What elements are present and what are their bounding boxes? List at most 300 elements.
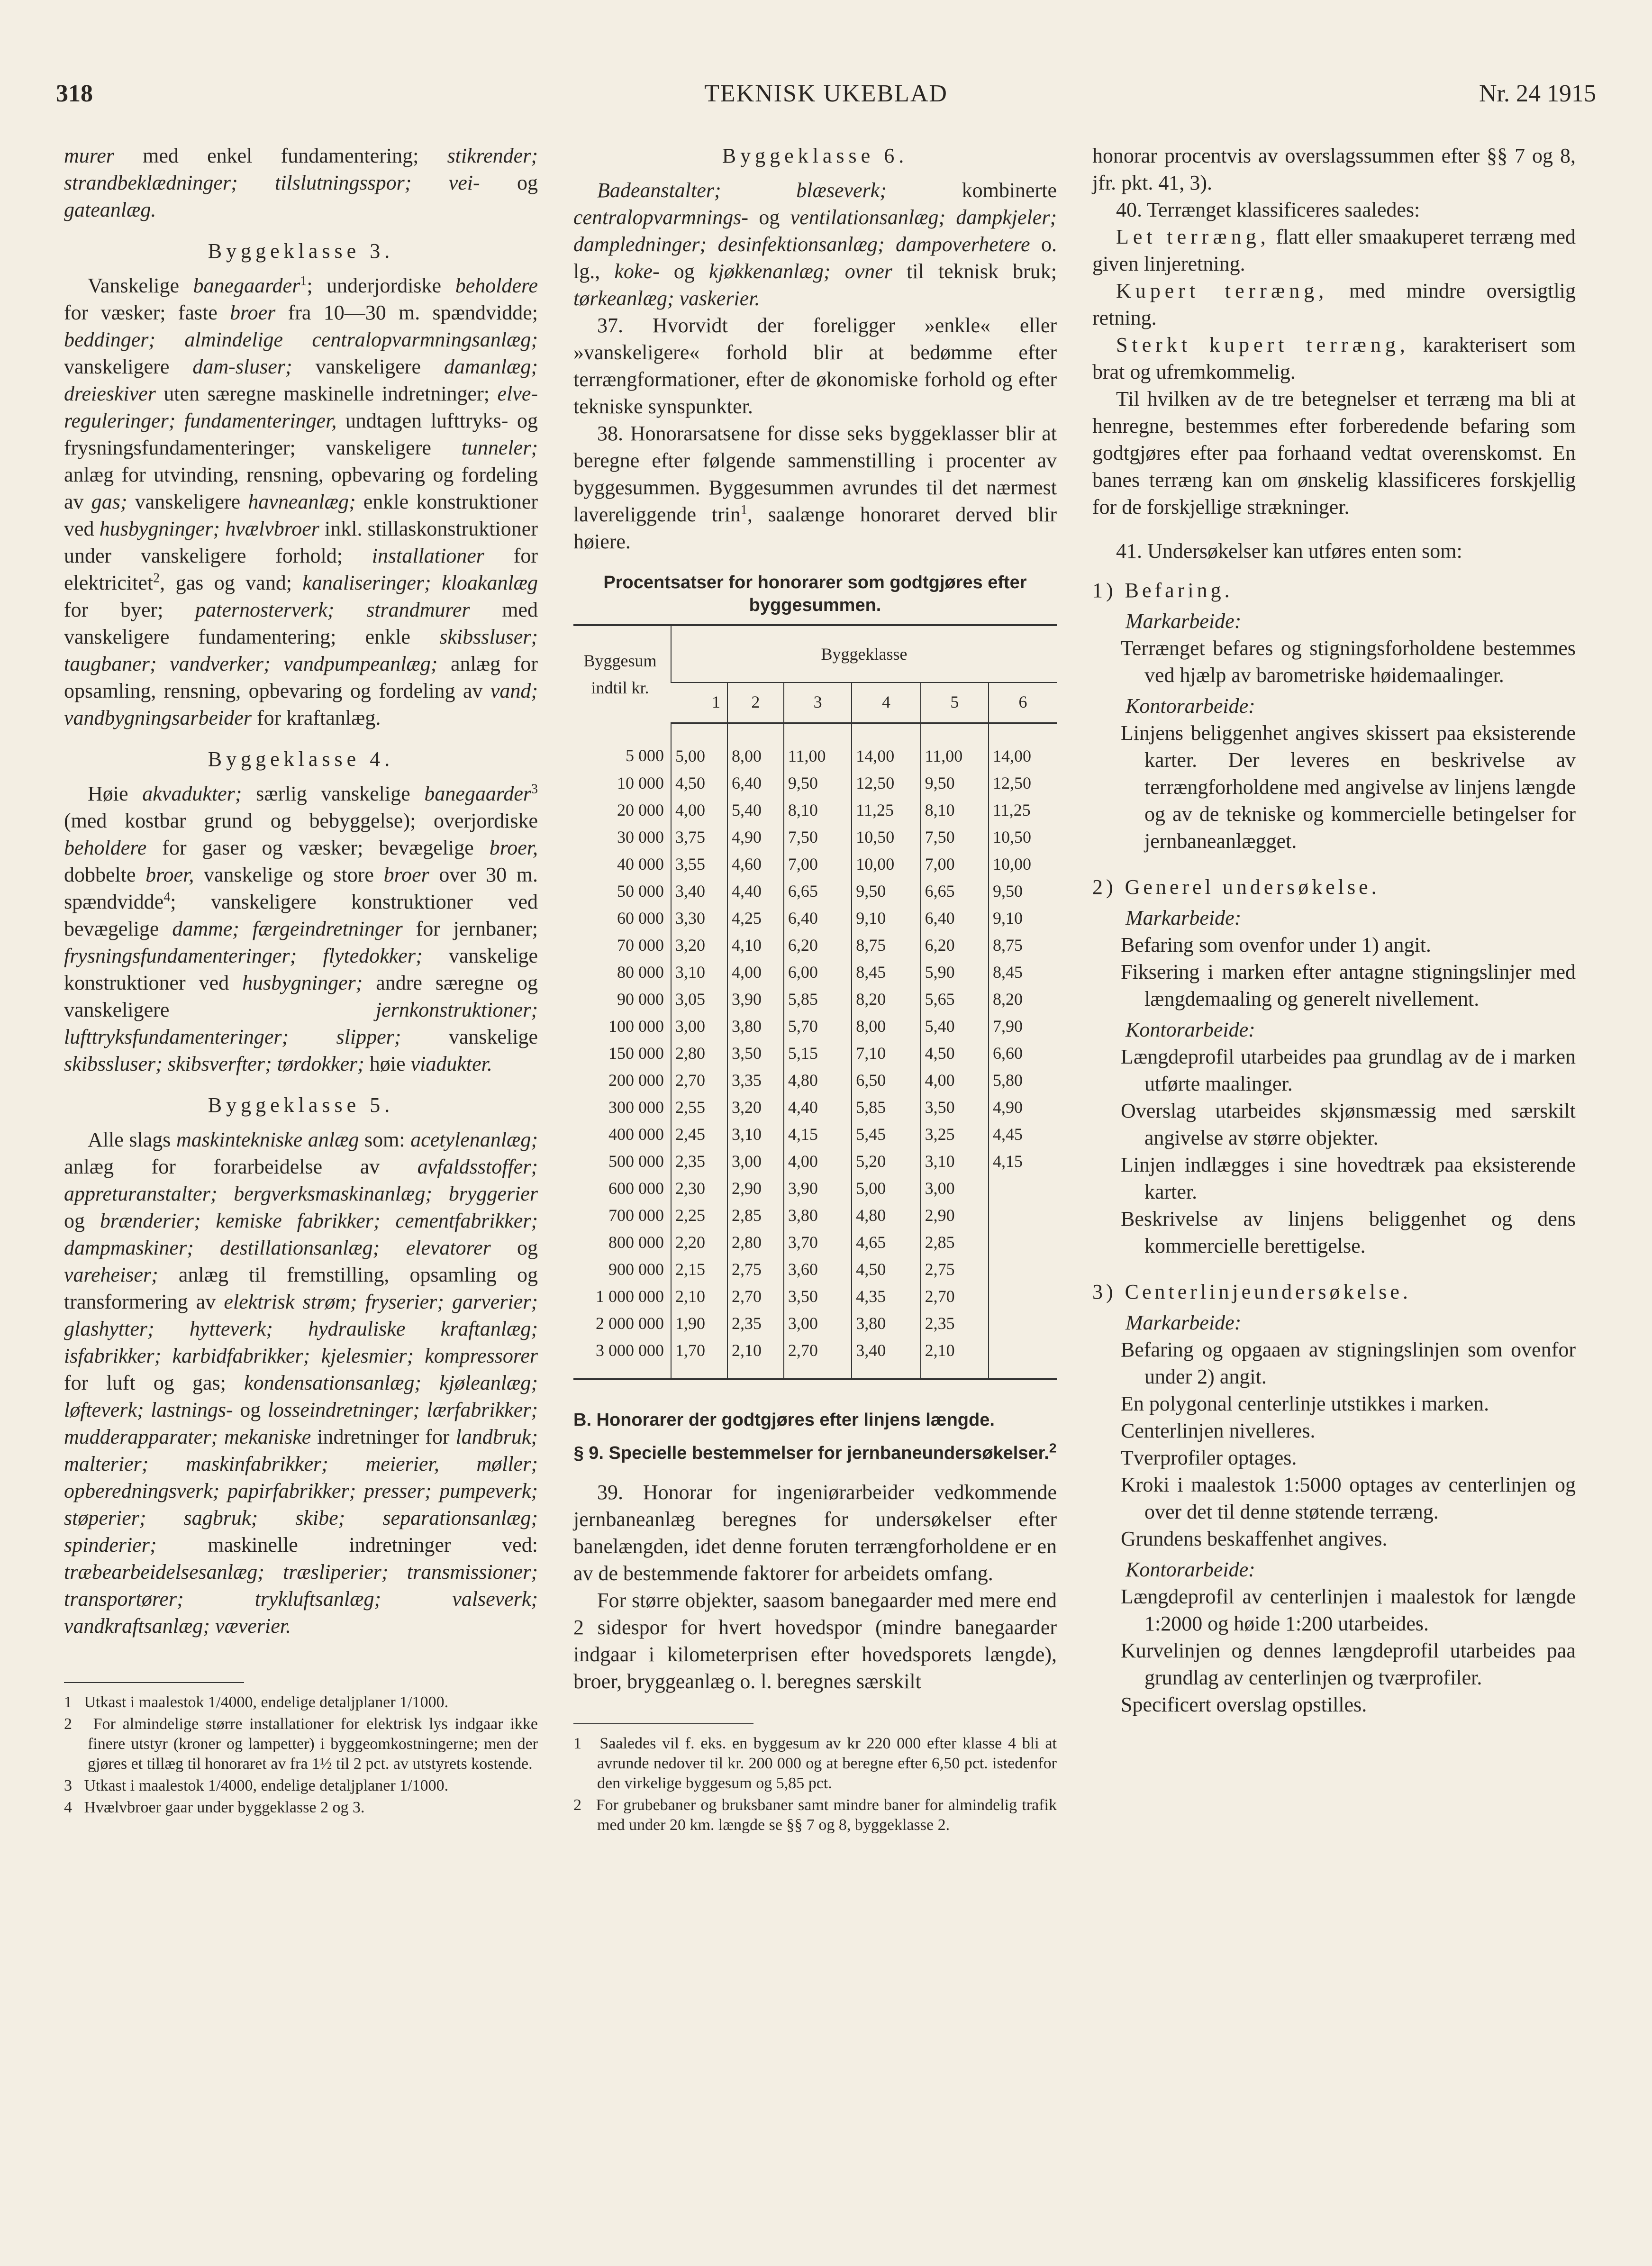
text-run: vanskelige bbox=[401, 1025, 538, 1048]
italic-term: avfaldsstoffer; appreturanstalter; bergverksmaskinanlæg; bryggerier bbox=[64, 1155, 538, 1205]
paragraph-39: 39. Honorar for ingeniørarbeider vedkommende jernbaneanlæg beregnes for undersøkelser efter banelængden, idet denne foruten terrængforholdene er en av de bestemmende faktorer for arbeidets omfang. bbox=[573, 1481, 1057, 1585]
rate-cell: 4,15 bbox=[784, 1121, 852, 1148]
italic-term: losseindretninger; lærfabrikker; mudderapparater; mekaniske bbox=[64, 1398, 538, 1448]
rate-cell: 6,50 bbox=[852, 1067, 920, 1094]
class-number-header: 3 bbox=[784, 683, 852, 723]
byggesum-cell: 60 000 bbox=[617, 909, 664, 928]
rate-cell: 4,90 bbox=[989, 1094, 1057, 1121]
italic-term: gateanlæg. bbox=[64, 198, 156, 221]
rate-cell: 8,75 bbox=[989, 932, 1057, 959]
rate-cell: 4,00 bbox=[671, 797, 727, 824]
list-item: Længdeprofil utarbeides paa grundlag av de i marken utførte maalinger. bbox=[1121, 1045, 1576, 1095]
rate-cell: 4,40 bbox=[784, 1094, 852, 1121]
italic-term: elektrisk strøm; fryserier; garverier; glashytter; hytteverk; hydrauliske kraftanlæg; isfabrikker; karbidfabrikker; kjelesmier; kompressorer bbox=[64, 1290, 538, 1367]
rate-cell: 2,80 bbox=[727, 1229, 784, 1256]
table-row bbox=[573, 770, 1057, 797]
rate-cell: 6,40 bbox=[727, 770, 784, 797]
italic-term: beholdere bbox=[455, 274, 538, 297]
class-number-header: 4 bbox=[852, 683, 920, 723]
rate-cell: 6,20 bbox=[784, 932, 852, 959]
text-run: anlæg til fremstilling, opsamling og transformering av bbox=[64, 1263, 538, 1313]
text-run: med vanskeligere fundamentering; enkle bbox=[64, 598, 538, 648]
rate-cell: 4,00 bbox=[727, 959, 784, 986]
byggeklasse-6-text bbox=[573, 177, 1057, 312]
paragraph-38-text: 38. Honorarsatsene for disse seks byggeklasser blir at beregne efter følgende sammenstilling i procenter av byggesummen. Byggesummen avrundes til det nærmest lavereliggende trin bbox=[573, 422, 1057, 526]
section-1-markarbeide bbox=[1092, 635, 1576, 689]
text-run: (med kostbar grund og bebyggelse); overjordiske bbox=[64, 809, 538, 832]
rate-cell bbox=[989, 1256, 1057, 1283]
italic-term: Badeanstalter; blæseverk; bbox=[597, 179, 887, 202]
section-1-title: 1) Befaring. bbox=[1092, 579, 1233, 602]
italic-term: installationer bbox=[372, 544, 484, 567]
rate-cell: 7,00 bbox=[784, 851, 852, 878]
rate-cell: 2,70 bbox=[784, 1337, 852, 1379]
rate-cell: 9,10 bbox=[852, 905, 920, 932]
rate-cell: 10,50 bbox=[852, 824, 920, 851]
rate-cell: 3,40 bbox=[852, 1337, 920, 1379]
text-run: ; underjordiske bbox=[307, 274, 455, 297]
rate-cell: 5,80 bbox=[989, 1067, 1057, 1094]
italic-term: damanlæg; dreieskiver bbox=[64, 355, 538, 405]
rate-cell: 7,50 bbox=[921, 824, 989, 851]
section-3-title: 3) Centerlinjeundersøkelse. bbox=[1092, 1280, 1411, 1303]
terrain-term: Sterkt kupert terræng, bbox=[1116, 333, 1409, 356]
list-item: Grundens beskaffenhet angives. bbox=[1121, 1527, 1388, 1550]
class-number-header: 5 bbox=[921, 683, 989, 723]
list-item: Befaring og opgaaen av stigningslinjen som ovenfor under 2) angit. bbox=[1121, 1338, 1576, 1388]
rate-cell: 3,00 bbox=[784, 1310, 852, 1337]
rate-cell: 7,50 bbox=[784, 824, 852, 851]
rate-cell: 2,25 bbox=[671, 1202, 727, 1229]
rate-cell: 7,00 bbox=[921, 851, 989, 878]
text-run: maskinelle indretninger ved: bbox=[156, 1533, 538, 1556]
rate-cell: 5,20 bbox=[852, 1148, 920, 1175]
rate-cell: 8,45 bbox=[852, 959, 920, 986]
paragraph-37: 37. Hvorvidt der foreligger »enkle« eller »vanskeligere« forhold blir at bedømme efter terrængformationer, efter de økonomiske forhold og efter tekniske synspunkter. bbox=[573, 314, 1057, 418]
text-run: andre særegne og vanskeligere bbox=[64, 971, 538, 1021]
text-run: Alle slags bbox=[88, 1128, 176, 1151]
rate-cell: 8,20 bbox=[852, 986, 920, 1013]
text-run: og bbox=[490, 1236, 538, 1259]
rate-cell: 3,50 bbox=[727, 1040, 784, 1067]
byggeklasse-4-text bbox=[64, 780, 538, 1077]
footnote-ref: 2 bbox=[1049, 1440, 1057, 1456]
byggesum-cell: 100 000 bbox=[608, 1017, 664, 1036]
text-run: for jernbaner; bbox=[402, 917, 538, 940]
text-run: for luft og gas; bbox=[64, 1371, 245, 1394]
rate-cell: 3,80 bbox=[727, 1013, 784, 1040]
rate-cell: 5,70 bbox=[784, 1013, 852, 1040]
list-item: Befaring som ovenfor under 1) angit. bbox=[1121, 933, 1431, 956]
rate-cell: 3,25 bbox=[921, 1121, 989, 1148]
rate-cell: 11,00 bbox=[784, 723, 852, 770]
text-run: og bbox=[659, 260, 709, 283]
paragraph-continued: honorar procentvis av overslagssummen efter §§ 7 og 8, jfr. pkt. 41, 3). bbox=[1092, 144, 1576, 194]
column-header-byggeklasse: Byggeklasse bbox=[671, 625, 1057, 683]
paragraph-classification: Til hvilken av de tre betegnelser et terræng ma bli at henregne, bestemmes efter forberedende befaring som godtgjøres efter paa forhaand vedtat overenskomst. En banes terræng kan om ønskelig klassificeres forskjellig for de forskjellige strækninger. bbox=[1092, 387, 1576, 519]
italic-term: træbearbeidelsesanlæg; træsliperier; transmissioner; transportører; trykluftsanlæg; valseverk; vandkraftsanlæg; væverier. bbox=[64, 1560, 538, 1638]
text-run: for elektricitet bbox=[64, 544, 538, 594]
list-item: Centerlinjen nivelleres. bbox=[1121, 1419, 1316, 1442]
page-header bbox=[56, 80, 1596, 113]
table-row bbox=[573, 986, 1057, 1013]
footnote-ref: 1 bbox=[740, 502, 747, 518]
section-2-markarbeide bbox=[1092, 931, 1576, 1012]
footnotes-col1 bbox=[64, 1693, 538, 1818]
table-row bbox=[573, 1121, 1057, 1148]
rate-cell: 8,75 bbox=[852, 932, 920, 959]
text-run: med enkel fundamentering; bbox=[114, 144, 447, 167]
rate-cell: 11,00 bbox=[921, 723, 989, 770]
list-item: Beskrivelse av linjens beliggenhet og dens kommercielle berettigelse. bbox=[1121, 1207, 1576, 1257]
byggesum-cell: 2 000 000 bbox=[596, 1314, 664, 1333]
italic-term: broer, bbox=[145, 863, 194, 886]
rate-cell: 3,00 bbox=[921, 1175, 989, 1202]
rate-cell: 2,90 bbox=[727, 1175, 784, 1202]
text-run: vanskeligere bbox=[292, 355, 445, 378]
rate-cell: 4,65 bbox=[852, 1229, 920, 1256]
rate-cell: 3,10 bbox=[921, 1148, 989, 1175]
rate-cell: 6,65 bbox=[921, 878, 989, 905]
rate-cell: 5,40 bbox=[921, 1013, 989, 1040]
markarbeide-label: Markarbeide: bbox=[1126, 1311, 1242, 1334]
rate-cell: 2,70 bbox=[671, 1067, 727, 1094]
rate-cell: 10,50 bbox=[989, 824, 1057, 851]
rate-cell: 8,45 bbox=[989, 959, 1057, 986]
table-row bbox=[573, 1148, 1057, 1175]
list-item: Længdeprofil av centerlinjen i maalestok for længde 1:2000 og høide 1:200 utarbeides. bbox=[1121, 1585, 1576, 1635]
rate-cell: 3,70 bbox=[784, 1229, 852, 1256]
rate-cell: 5,85 bbox=[852, 1094, 920, 1121]
rate-cell: 2,10 bbox=[921, 1337, 989, 1379]
rate-cell: 6,40 bbox=[921, 905, 989, 932]
italic-term: beddinger; almindelige centralopvarmningsanlæg; bbox=[64, 328, 538, 351]
text-run: og bbox=[748, 206, 790, 229]
footnote: 4 Hvælvbroer gaar under byggeklasse 2 og 3. bbox=[64, 1799, 365, 1816]
rate-cell: 3,20 bbox=[727, 1094, 784, 1121]
table-row bbox=[573, 1067, 1057, 1094]
text-run: Høie bbox=[88, 782, 143, 805]
text-run: enkle konstruktioner ved bbox=[64, 490, 538, 540]
rate-cell: 5,00 bbox=[852, 1175, 920, 1202]
rate-cell: 2,10 bbox=[727, 1337, 784, 1379]
paragraph-9-heading-text: § 9. Specielle bestemmelser for jernbaneundersøkelser. bbox=[573, 1443, 1049, 1463]
rate-cell: 5,90 bbox=[921, 959, 989, 986]
table-row bbox=[573, 1013, 1057, 1040]
rate-cell: 1,90 bbox=[671, 1310, 727, 1337]
byggeklasse-5-text bbox=[64, 1126, 538, 1639]
rate-cell: 14,00 bbox=[852, 723, 920, 770]
footnote: 2 For almindelige større installationer for elektrisk lys indgaar ikke finere utstyr (kroner og lampetter) i byggeomkostningerne; men der gjøres et tillæg til honoraret av fra 1½ til 2 pct. av utstyrets kostende. bbox=[64, 1715, 538, 1773]
text-run: som: bbox=[359, 1128, 411, 1151]
byggesum-cell: 300 000 bbox=[608, 1098, 664, 1117]
class-number-header: 6 bbox=[989, 683, 1057, 723]
text-run: for byer; bbox=[64, 598, 196, 621]
rate-cell: 4,00 bbox=[784, 1148, 852, 1175]
table-row bbox=[573, 824, 1057, 851]
byggeklasse-4-title: Byggeklasse 4. bbox=[208, 747, 394, 771]
rate-cell bbox=[989, 1337, 1057, 1379]
byggesum-cell: 80 000 bbox=[617, 963, 664, 982]
footnote-ref: 2 bbox=[153, 571, 160, 586]
kontorarbeide-label: Kontorarbeide: bbox=[1126, 1558, 1255, 1581]
footnote-ref: 3 bbox=[531, 782, 538, 797]
rate-cell: 3,90 bbox=[784, 1175, 852, 1202]
rate-cell bbox=[989, 1202, 1057, 1229]
italic-term: kanaliseringer; kloakanlæg bbox=[302, 571, 538, 594]
text-run: til teknisk bruk; bbox=[892, 260, 1057, 283]
rate-cell: 3,05 bbox=[671, 986, 727, 1013]
section-b-heading: B. Honorarer der godtgjøres efter linjens længde. bbox=[573, 1410, 995, 1430]
text-run: kombinerte bbox=[886, 179, 1057, 202]
rate-cell: 3,10 bbox=[727, 1121, 784, 1148]
rate-cell: 3,60 bbox=[784, 1256, 852, 1283]
paragraph-38 bbox=[573, 420, 1057, 555]
text-run: over 30 m. spændvidde bbox=[64, 863, 538, 913]
terrain-description: karakterisert som brat og ufremkommelig. bbox=[1092, 333, 1576, 383]
table-row bbox=[573, 1310, 1057, 1337]
italic-term: akvadukter; bbox=[142, 782, 242, 805]
terrain-class-kupert bbox=[1092, 277, 1576, 331]
rate-cell: 6,40 bbox=[784, 905, 852, 932]
rate-cell: 9,50 bbox=[921, 770, 989, 797]
byggesum-cell: 600 000 bbox=[608, 1179, 664, 1198]
rate-cell: 4,60 bbox=[727, 851, 784, 878]
rate-cell: 2,55 bbox=[671, 1094, 727, 1121]
italic-term: vand; vandbygningsarbeider bbox=[64, 679, 538, 729]
italic-term: banegaarder bbox=[193, 274, 300, 297]
rate-cell: 4,25 bbox=[727, 905, 784, 932]
rate-cell: 3,00 bbox=[671, 1013, 727, 1040]
rate-cell: 8,20 bbox=[989, 986, 1057, 1013]
byggeklasse-3-text bbox=[64, 272, 538, 731]
text-run: for kraftanlæg. bbox=[251, 706, 381, 729]
table-row bbox=[573, 851, 1057, 878]
rate-cell: 6,65 bbox=[784, 878, 852, 905]
text-run: ; vanskeligere konstruktioner ved bevægelige bbox=[64, 890, 538, 940]
rate-cell: 3,80 bbox=[852, 1310, 920, 1337]
italic-term: vei- bbox=[448, 171, 480, 194]
rate-cell: 1,70 bbox=[671, 1337, 727, 1379]
table-row bbox=[573, 723, 1057, 770]
italic-term: husbygninger; bbox=[242, 971, 363, 994]
text-run: vanskelige konstruktioner ved bbox=[64, 944, 538, 994]
table-row bbox=[573, 1175, 1057, 1202]
text-run: for væsker; faste bbox=[64, 301, 230, 324]
rate-cell: 4,50 bbox=[852, 1256, 920, 1283]
rate-cell: 5,65 bbox=[921, 986, 989, 1013]
rate-cell: 2,15 bbox=[671, 1256, 727, 1283]
text-run: undtagen lufttryks- og frysningsfundamenteringer; vanskeligere bbox=[64, 409, 538, 459]
list-item: Kroki i maalestok 1:5000 optages av centerlinjen og over det til denne støtende terræng. bbox=[1121, 1473, 1576, 1523]
rate-cell: 3,35 bbox=[727, 1067, 784, 1094]
italic-term: husbygninger; hvælvbroer bbox=[99, 517, 319, 540]
journal-title: TEKNISK UKEBLAD bbox=[704, 80, 948, 107]
rate-cell: 3,20 bbox=[671, 932, 727, 959]
rate-cell: 7,90 bbox=[989, 1013, 1057, 1040]
list-item: Overslag utarbeides skjønsmæssig med særskilt angivelse av større objekter. bbox=[1121, 1099, 1576, 1149]
text-run: , gas og vand; bbox=[160, 571, 303, 594]
rate-cell: 14,00 bbox=[989, 723, 1057, 770]
list-item: Kurvelinjen og dennes længdeprofil utarbeides paa grundlag av centerlinjen og tværprofiler. bbox=[1121, 1639, 1576, 1689]
rate-cell: 2,10 bbox=[671, 1283, 727, 1310]
rate-cell: 8,10 bbox=[784, 797, 852, 824]
text-run: anlæg for forarbeidelse av bbox=[64, 1155, 418, 1178]
byggesum-cell: 3 000 000 bbox=[573, 1337, 671, 1379]
rate-cell: 4,00 bbox=[921, 1067, 989, 1094]
text-run: og bbox=[480, 171, 538, 194]
terrain-description: med mindre oversigtlig retning. bbox=[1092, 279, 1576, 329]
byggesum-cell: 700 000 bbox=[608, 1206, 664, 1225]
text-run: vanskeligere bbox=[127, 490, 248, 513]
rate-cell: 2,35 bbox=[671, 1148, 727, 1175]
text-run bbox=[411, 171, 448, 194]
rate-cell: 8,10 bbox=[921, 797, 989, 824]
rate-cell: 8,00 bbox=[852, 1013, 920, 1040]
byggesum-cell: 50 000 bbox=[617, 882, 664, 901]
rate-cell: 11,25 bbox=[852, 797, 920, 824]
text-run: anlæg for opsamling, rensning, opbevaring og fordeling av bbox=[64, 652, 538, 702]
italic-term: maskintekniske anlæg bbox=[176, 1128, 359, 1151]
rate-cell: 12,50 bbox=[852, 770, 920, 797]
terrain-class-sterkt-kupert bbox=[1092, 331, 1576, 385]
text-run: Vanskelige bbox=[88, 274, 193, 297]
list-item: Linjen indlægges i sine hovedtræk paa eksisterende karter. bbox=[1121, 1153, 1576, 1203]
byggesum-cell: 90 000 bbox=[617, 990, 664, 1009]
text-run: anlæg for utvinding, rensning, opbevaring og fordeling av bbox=[64, 463, 538, 513]
italic-term: damme; færgeindretninger bbox=[172, 917, 403, 940]
column-2 bbox=[573, 142, 1057, 1837]
italic-term: skibssluser; taugbaner; vandverker; vandpumpeanlæg; bbox=[64, 625, 538, 675]
byggesum-cell: 200 000 bbox=[608, 1071, 664, 1090]
rate-cell: 2,70 bbox=[921, 1283, 989, 1310]
footnote: 2 For grubebaner og bruksbaner samt mindre baner for almindelig trafik med under 20 km. længde se §§ 7 og 8, byggeklasse 2. bbox=[573, 1796, 1057, 1834]
paragraph-41: 41. Undersøkelser kan utføres enten som: bbox=[1116, 539, 1462, 563]
rate-cell: 6,20 bbox=[921, 932, 989, 959]
footnote-ref: 1 bbox=[300, 273, 307, 289]
byggesum-cell: 40 000 bbox=[617, 855, 664, 874]
rate-cell: 9,10 bbox=[989, 905, 1057, 932]
text-run: vanskeligere bbox=[64, 355, 193, 378]
byggeklasse-5-title: Byggeklasse 5. bbox=[208, 1093, 394, 1117]
paragraph-38-text-end: , saalænge honoraret derved blir høiere. bbox=[573, 503, 1057, 553]
italic-term: broer bbox=[230, 301, 276, 324]
rate-cell: 2,85 bbox=[727, 1202, 784, 1229]
table-row bbox=[573, 959, 1057, 986]
rate-cell: 5,00 bbox=[671, 723, 727, 770]
byggesum-cell: 30 000 bbox=[617, 828, 664, 846]
kontorarbeide-label: Kontorarbeide: bbox=[1126, 694, 1255, 718]
byggesum-cell: 500 000 bbox=[608, 1152, 664, 1171]
text-run: fra 10—30 m. spændvidde; bbox=[275, 301, 538, 324]
byggesum-cell: 20 000 bbox=[617, 801, 664, 819]
rate-cell: 6,00 bbox=[784, 959, 852, 986]
markarbeide-label: Markarbeide: bbox=[1126, 906, 1242, 929]
rate-cell: 4,80 bbox=[784, 1067, 852, 1094]
table-row bbox=[573, 1040, 1057, 1067]
text-run: høie bbox=[364, 1052, 411, 1075]
rate-cell: 5,85 bbox=[784, 986, 852, 1013]
list-item: Fiksering i marken efter antagne stigningslinjer med længdemaaling og generelt nivellement. bbox=[1121, 960, 1576, 1010]
text-run: og bbox=[233, 1398, 268, 1421]
class-number-header: 2 bbox=[727, 683, 784, 723]
rate-cell: 10,00 bbox=[989, 851, 1057, 878]
section-3-markarbeide bbox=[1092, 1336, 1576, 1552]
markarbeide-label: Markarbeide: bbox=[1126, 610, 1242, 633]
italic-term: banegaarder bbox=[424, 782, 531, 805]
rate-cell: 3,75 bbox=[671, 824, 727, 851]
paragraph-40: 40. Terrænget klassificeres saaledes: bbox=[1116, 198, 1420, 221]
table-title: Procentsatser for honorarer som godtgjøres efter byggesummen. bbox=[603, 573, 1027, 615]
byggesum-cell: 900 000 bbox=[608, 1260, 664, 1279]
italic-term: stikrender; strandbeklædninger; tilslutningsspor; bbox=[64, 144, 538, 194]
rate-cell: 4,90 bbox=[727, 824, 784, 851]
list-item: Terrænget befares og stigningsforholdene bestemmes ved hjælp av barometriske høidemaalinger. bbox=[1121, 637, 1576, 687]
rate-cell: 2,70 bbox=[727, 1283, 784, 1310]
rate-cell: 3,10 bbox=[671, 959, 727, 986]
table-row bbox=[573, 797, 1057, 824]
class-number-header: 1 bbox=[671, 683, 727, 723]
footnote: 3 Utkast i maalestok 1/4000, endelige detaljplaner 1/1000. bbox=[64, 1777, 449, 1794]
footnote-ref: 4 bbox=[163, 890, 171, 905]
text-run: særlig vanskelige bbox=[242, 782, 425, 805]
paragraph-9-heading bbox=[573, 1442, 1057, 1465]
byggesum-cell: 5 000 bbox=[626, 746, 664, 765]
rate-cell: 3,90 bbox=[727, 986, 784, 1013]
byggesum-cell: 1 000 000 bbox=[596, 1287, 664, 1306]
byggesum-cell: 800 000 bbox=[608, 1233, 664, 1252]
italic-term: paternosterverk; strandmurer bbox=[195, 598, 470, 621]
table-row bbox=[573, 1337, 1057, 1379]
rate-cell: 4,10 bbox=[727, 932, 784, 959]
italic-term: dam-sluser; bbox=[192, 355, 292, 378]
section-2-kontorarbeide bbox=[1092, 1043, 1576, 1259]
byggesum-cell: 400 000 bbox=[608, 1125, 664, 1144]
list-item: Specificert overslag opstilles. bbox=[1121, 1693, 1367, 1716]
footnotes-col2 bbox=[573, 1734, 1057, 1835]
list-item: En polygonal centerlinje utstikkes i marken. bbox=[1121, 1392, 1489, 1415]
table-row bbox=[573, 1202, 1057, 1229]
italic-term: viadukter. bbox=[410, 1052, 492, 1075]
italic-term: broer bbox=[383, 863, 429, 886]
rate-cell: 3,00 bbox=[727, 1148, 784, 1175]
table-row bbox=[573, 1094, 1057, 1121]
rate-cell: 4,45 bbox=[989, 1121, 1057, 1148]
column-header-byggesum: Byggesum indtil kr. bbox=[573, 625, 671, 723]
italic-term: koke- bbox=[614, 260, 660, 283]
terrain-term: Kupert terræng, bbox=[1116, 279, 1328, 302]
table-row bbox=[573, 1229, 1057, 1256]
honorar-rates-table bbox=[573, 624, 1057, 1380]
italic-term: tørkeanlæg; vaskerier. bbox=[573, 287, 760, 310]
text-run: indretninger for bbox=[311, 1425, 456, 1448]
rate-cell: 2,85 bbox=[921, 1229, 989, 1256]
table-row bbox=[573, 932, 1057, 959]
rate-cell: 2,90 bbox=[921, 1202, 989, 1229]
rate-cell: 2,75 bbox=[921, 1256, 989, 1283]
table-row bbox=[573, 878, 1057, 905]
rate-cell bbox=[989, 1310, 1057, 1337]
table-body bbox=[573, 723, 1057, 1380]
rate-cell bbox=[989, 1229, 1057, 1256]
italic-term: frysningsfundamenteringer; flytedokker; bbox=[64, 944, 423, 967]
rate-cell: 4,15 bbox=[989, 1148, 1057, 1175]
rate-cell: 12,50 bbox=[989, 770, 1057, 797]
rate-cell: 9,50 bbox=[989, 878, 1057, 905]
rate-cell: 9,50 bbox=[852, 878, 920, 905]
italic-term: kondensationsanlæg; kjøleanlæg; løfteverk; lastnings- bbox=[64, 1371, 538, 1421]
rate-cell: 10,00 bbox=[852, 851, 920, 878]
